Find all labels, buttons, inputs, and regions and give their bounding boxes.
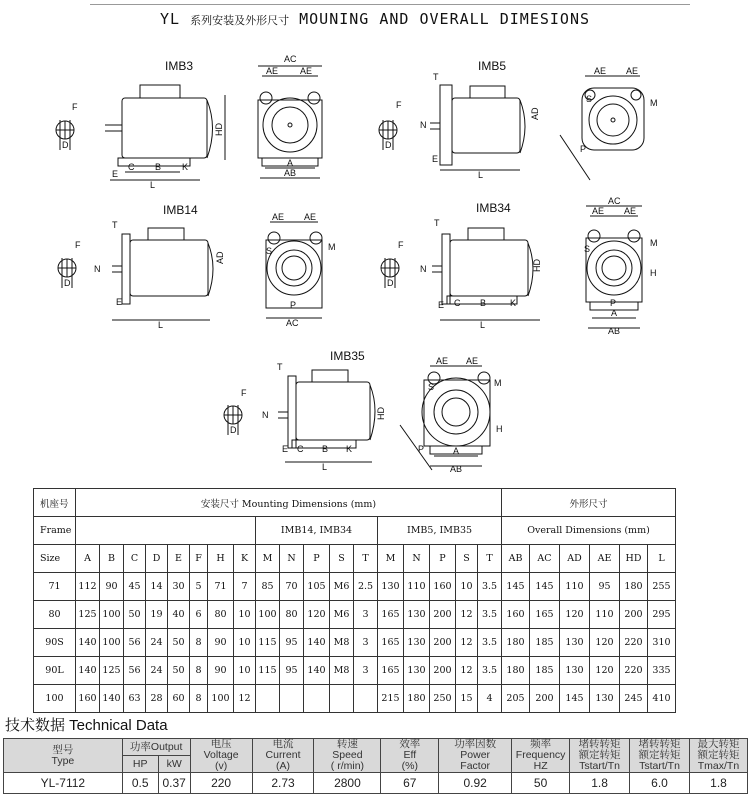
dim-cell: 130 <box>560 657 590 685</box>
dim-header-row-3 <box>34 545 676 573</box>
tech-head-eff: 效率 Eff (%) <box>381 739 439 773</box>
dim-head-mounting: 安装尺寸 Mounting Dimensions (mm) <box>76 489 502 517</box>
imb14-L: L <box>158 320 164 330</box>
dim-cell: 200 <box>530 685 560 713</box>
dim-col-head: P <box>304 545 330 573</box>
dim-cell: 30 <box>168 573 190 601</box>
imb14-view <box>58 203 336 330</box>
dim-cell: M8 <box>330 629 354 657</box>
dim-col-head: AD <box>560 545 590 573</box>
title-prefix: YL <box>159 10 181 28</box>
imb35-AB: AB <box>450 464 463 474</box>
dim-col-head: HD <box>620 545 648 573</box>
dim-col-head: E <box>168 545 190 573</box>
dim-cell: 200 <box>430 629 456 657</box>
dim-cell: 50 <box>168 629 190 657</box>
imb35-F: F <box>241 388 247 398</box>
dim-cell: 10 <box>234 629 256 657</box>
dim-cell <box>280 685 304 713</box>
imb14-AE2: AE <box>304 212 317 222</box>
dim-cell: 180 <box>404 685 430 713</box>
dim-col-head: S <box>330 545 354 573</box>
imb34-P: P <box>610 298 617 308</box>
dim-cell: 80 <box>280 601 304 629</box>
dim-cell: 3 <box>354 629 378 657</box>
dim-col-head: M <box>378 545 404 573</box>
mounting-drawings <box>0 40 750 485</box>
dim-cell: 145 <box>502 573 530 601</box>
technical-data-heading: 技术数据 Technical Data <box>5 717 168 734</box>
tech-cell: 2.73 <box>252 773 314 794</box>
dim-body <box>34 573 676 713</box>
dim-cell: 185 <box>530 657 560 685</box>
title-cn: 系列安装及外形尺寸 <box>190 14 290 27</box>
dim-cell: 180 <box>502 629 530 657</box>
dim-col-head: M <box>256 545 280 573</box>
tech-head-output: 功率Output <box>122 739 190 756</box>
dim-cell: 95 <box>280 657 304 685</box>
dim-cell: 3.5 <box>478 601 502 629</box>
dim-cell: 80 <box>208 601 234 629</box>
dim-cell: 145 <box>560 685 590 713</box>
dim-cell: 100 <box>208 685 234 713</box>
dim-cell: 220 <box>620 629 648 657</box>
imb34-N: N <box>420 264 427 274</box>
imb34-AB: AB <box>608 326 621 336</box>
dim-col-head: AB <box>502 545 530 573</box>
dim-col-head: B <box>100 545 124 573</box>
dim-cell: 112 <box>76 573 100 601</box>
imb5-L: L <box>478 170 484 180</box>
dim-col-head: F <box>190 545 208 573</box>
dim-cell: 100 <box>34 685 76 713</box>
imb35-K: K <box>346 444 353 454</box>
dim-cell: 100 <box>100 629 124 657</box>
dim-cell: 70 <box>280 573 304 601</box>
dim-cell: 100 <box>256 601 280 629</box>
dim-col-head: H <box>208 545 234 573</box>
dim-cell: 24 <box>146 629 168 657</box>
imb34-K: K <box>510 298 517 308</box>
dim-cell: 220 <box>620 657 648 685</box>
dim-head-imb14: IMB14, IMB34 <box>256 517 378 545</box>
dim-cell: 245 <box>620 685 648 713</box>
dim-cell: 250 <box>430 685 456 713</box>
dim-cell: 15 <box>456 685 478 713</box>
imb3-AC: AC <box>284 54 297 64</box>
imb14-T: T <box>112 220 118 230</box>
imb5-M: M <box>650 98 658 108</box>
tech-head-hp: HP <box>122 756 158 773</box>
dim-row <box>34 657 676 685</box>
dim-col-head: S <box>456 545 478 573</box>
dim-cell: 3 <box>354 601 378 629</box>
imb34-H: H <box>650 268 657 278</box>
tech-head-tstart2: 堵转转矩 额定转矩 Tstart/Tn <box>630 739 690 773</box>
dim-head-overall-cn: 外形尺寸 <box>502 489 676 517</box>
tech-head-kw: kW <box>158 756 190 773</box>
tech-cell: 1.8 <box>689 773 747 794</box>
dim-cell: 130 <box>404 601 430 629</box>
imb3-C: C <box>128 162 135 172</box>
imb14-F: F <box>75 240 81 250</box>
dim-cell: 3.5 <box>478 573 502 601</box>
dim-cell: 24 <box>146 657 168 685</box>
dim-cell: 160 <box>502 601 530 629</box>
imb5-AE1: AE <box>594 66 607 76</box>
tech-head-type: 型号 Type <box>4 739 123 773</box>
imb35-label: IMB35 <box>330 349 365 363</box>
imb34-HD: HD <box>532 259 542 272</box>
dim-cell: M8 <box>330 657 354 685</box>
dim-cell: 110 <box>404 573 430 601</box>
tech-cell: 0.92 <box>439 773 512 794</box>
imb14-P: P <box>290 300 297 310</box>
dim-cell: 8 <box>190 657 208 685</box>
dim-cell: 71 <box>34 573 76 601</box>
dim-cell: 140 <box>304 657 330 685</box>
dim-cell: 160 <box>76 685 100 713</box>
imb3-view <box>56 54 322 190</box>
imb14-D: D <box>64 278 71 288</box>
imb3-F: F <box>72 102 78 112</box>
imb35-P: P <box>418 444 425 454</box>
dim-head-overall-en: Overall Dimensions (mm) <box>502 517 676 545</box>
dim-cell: 140 <box>100 685 124 713</box>
imb5-E: E <box>432 154 439 164</box>
dim-cell: 120 <box>560 601 590 629</box>
dim-cell: 3 <box>354 657 378 685</box>
dim-cell: 12 <box>456 629 478 657</box>
tech-head-freq: 频率 Frequency HZ <box>512 739 570 773</box>
mounting-dimensions-table <box>33 488 676 713</box>
dim-col-head: D <box>146 545 168 573</box>
dim-cell: 140 <box>304 629 330 657</box>
imb35-D: D <box>230 425 237 435</box>
dim-head-blank <box>76 517 256 545</box>
dim-cell: 90L <box>34 657 76 685</box>
dim-cell: 56 <box>124 657 146 685</box>
dim-cell: 90S <box>34 629 76 657</box>
imb35-M: M <box>494 378 502 388</box>
dim-cell: 185 <box>530 629 560 657</box>
imb3-label: IMB3 <box>165 59 194 73</box>
dim-cell: 8 <box>190 629 208 657</box>
tech-head-pf: 功率因数 Power Factor <box>439 739 512 773</box>
dim-cell: 165 <box>378 657 404 685</box>
dim-cell: 95 <box>590 573 620 601</box>
imb14-M: M <box>328 242 336 252</box>
imb35-S: S <box>428 382 435 392</box>
dim-cell: 165 <box>378 601 404 629</box>
imb34-M: M <box>650 238 658 248</box>
dim-cell: 50 <box>168 657 190 685</box>
dim-cell: 125 <box>76 601 100 629</box>
dim-cell: 165 <box>378 629 404 657</box>
imb14-S: S <box>266 246 273 256</box>
imb35-A: A <box>453 446 460 456</box>
dim-col-head: T <box>478 545 502 573</box>
imb5-AD: AD <box>530 107 540 120</box>
imb35-T: T <box>277 362 283 372</box>
dim-head-frame-cn: 机座号 <box>34 489 76 517</box>
dim-cell: 125 <box>100 657 124 685</box>
tech-head-tstart1: 堵转转矩 额定转矩 Tstart/Tn <box>570 739 630 773</box>
dim-cell: 130 <box>404 629 430 657</box>
dim-col-head: A <box>76 545 100 573</box>
imb35-HD: HD <box>376 407 386 420</box>
tech-cell: 1.8 <box>570 773 630 794</box>
dim-cell: 3.5 <box>478 629 502 657</box>
imb14-AD: AD <box>215 251 225 264</box>
imb5-D: D <box>385 140 392 150</box>
dim-col-head: N <box>404 545 430 573</box>
dim-cell: 90 <box>208 629 234 657</box>
dim-cell: 180 <box>502 657 530 685</box>
imb3-A: A <box>287 158 294 168</box>
dim-cell: 145 <box>530 573 560 601</box>
dim-cell: 90 <box>100 573 124 601</box>
imb5-F: F <box>396 100 402 110</box>
dim-cell: 410 <box>648 685 676 713</box>
dim-cell: 12 <box>234 685 256 713</box>
imb34-view <box>381 196 658 336</box>
dim-cell: 71 <box>208 573 234 601</box>
imb3-L: L <box>150 180 156 190</box>
imb5-AE2: AE <box>626 66 639 76</box>
imb34-label: IMB34 <box>476 201 511 215</box>
imb35-N: N <box>262 410 269 420</box>
imb5-S: S <box>586 94 593 104</box>
dim-cell: 5 <box>190 573 208 601</box>
dim-row <box>34 629 676 657</box>
dim-cell: 56 <box>124 629 146 657</box>
imb35-view <box>224 349 503 474</box>
imb35-AE1: AE <box>436 356 449 366</box>
imb3-AE2: AE <box>300 66 313 76</box>
dim-col-head: Size <box>34 545 76 573</box>
dim-cell: 120 <box>590 629 620 657</box>
imb3-D: D <box>62 140 69 150</box>
dim-cell: 105 <box>304 573 330 601</box>
imb3-shaft-end <box>56 102 78 150</box>
imb3-E: E <box>112 169 119 179</box>
dim-cell: 85 <box>256 573 280 601</box>
dim-cell <box>304 685 330 713</box>
tech-cell: 220 <box>190 773 252 794</box>
dim-cell: 100 <box>100 601 124 629</box>
dim-cell: 140 <box>76 657 100 685</box>
tech-header-row-1 <box>4 739 748 756</box>
dim-cell: 4 <box>478 685 502 713</box>
imb3-AE1: AE <box>266 66 279 76</box>
dim-cell: 140 <box>76 629 100 657</box>
imb34-C: C <box>454 298 461 308</box>
imb3-B: B <box>155 162 162 172</box>
imb34-A: A <box>611 308 618 318</box>
dim-cell: 115 <box>256 657 280 685</box>
imb14-N: N <box>94 264 101 274</box>
dim-row <box>34 601 676 629</box>
title-en: MOUNING AND OVERALL DIMESIONS <box>299 10 591 28</box>
dim-col-head: AE <box>590 545 620 573</box>
dim-col-head: L <box>648 545 676 573</box>
dim-cell: 335 <box>648 657 676 685</box>
dim-cell: 40 <box>168 601 190 629</box>
imb5-N: N <box>420 120 427 130</box>
imb14-E: E <box>116 297 123 307</box>
tech-cell: 2800 <box>314 773 381 794</box>
dim-cell: M6 <box>330 601 354 629</box>
dim-cell: 200 <box>430 601 456 629</box>
dim-header-row-1 <box>34 489 676 517</box>
dim-cell: 7 <box>234 573 256 601</box>
tech-cell: 0.5 <box>122 773 158 794</box>
dim-cell: 110 <box>560 573 590 601</box>
dim-cell: 110 <box>590 601 620 629</box>
dim-cell: 120 <box>590 657 620 685</box>
dim-cell: 10 <box>456 573 478 601</box>
top-rule <box>90 4 690 5</box>
dim-cell: 8 <box>190 685 208 713</box>
dim-cell: 12 <box>456 601 478 629</box>
imb5-view <box>379 59 658 180</box>
imb35-C: C <box>297 444 304 454</box>
imb14-AE1: AE <box>272 212 285 222</box>
imb34-T: T <box>434 218 440 228</box>
dim-row <box>34 573 676 601</box>
dim-col-head: AC <box>530 545 560 573</box>
dim-cell: 160 <box>430 573 456 601</box>
imb34-L: L <box>480 320 486 330</box>
dim-cell: 90 <box>208 657 234 685</box>
imb34-E: E <box>438 300 445 310</box>
dim-cell: 63 <box>124 685 146 713</box>
imb5-T: T <box>433 72 439 82</box>
dim-cell: 180 <box>620 573 648 601</box>
tech-head-current: 电流 Current (A) <box>252 739 314 773</box>
imb34-B: B <box>480 298 487 308</box>
technical-data-table <box>3 738 748 794</box>
dim-cell: 10 <box>234 601 256 629</box>
imb3-K: K <box>182 162 189 172</box>
dim-cell: 130 <box>560 629 590 657</box>
imb34-AC: AC <box>608 196 621 206</box>
imb3-HD: HD <box>214 123 224 136</box>
dim-cell: 165 <box>530 601 560 629</box>
imb35-B: B <box>322 444 329 454</box>
dim-cell: 255 <box>648 573 676 601</box>
tech-cell: 0.37 <box>158 773 190 794</box>
imb35-L: L <box>322 462 328 472</box>
dim-cell: 28 <box>146 685 168 713</box>
dim-cell: 60 <box>168 685 190 713</box>
imb35-H: H <box>496 424 503 434</box>
dim-head-frame-en: Frame <box>34 517 76 545</box>
imb5-label: IMB5 <box>478 59 507 73</box>
dim-col-head: P <box>430 545 456 573</box>
imb34-S: S <box>584 244 591 254</box>
imb35-AE2: AE <box>466 356 479 366</box>
dim-cell: 295 <box>648 601 676 629</box>
page-title <box>0 10 750 28</box>
dim-cell: 6 <box>190 601 208 629</box>
dim-cell: 10 <box>234 657 256 685</box>
dim-cell: 205 <box>502 685 530 713</box>
tech-head-tmax: 最大转矩 额定转矩 Tmax/Tn <box>689 739 747 773</box>
dim-cell <box>330 685 354 713</box>
imb34-AE1: AE <box>592 206 605 216</box>
dim-col-head: T <box>354 545 378 573</box>
imb14-AC: AC <box>286 318 299 328</box>
imb34-D: D <box>387 278 394 288</box>
dim-cell: M6 <box>330 573 354 601</box>
imb5-P: P <box>580 144 587 154</box>
dim-cell: 12 <box>456 657 478 685</box>
dim-cell: 50 <box>124 601 146 629</box>
dim-header-row-2 <box>34 517 676 545</box>
dim-cell <box>354 685 378 713</box>
dim-cell: 2.5 <box>354 573 378 601</box>
dim-cell: 215 <box>378 685 404 713</box>
dim-col-head: K <box>234 545 256 573</box>
dim-cell: 120 <box>304 601 330 629</box>
dim-cell: 14 <box>146 573 168 601</box>
dim-cell: 45 <box>124 573 146 601</box>
tech-head-voltage: 电压 Voltage (v) <box>190 739 252 773</box>
dim-cell: 130 <box>404 657 430 685</box>
dim-cell: 130 <box>590 685 620 713</box>
dim-cell <box>256 685 280 713</box>
tech-data-row <box>4 773 748 794</box>
dim-row <box>34 685 676 713</box>
imb35-E: E <box>282 444 289 454</box>
dim-cell: 200 <box>430 657 456 685</box>
dim-cell: 95 <box>280 629 304 657</box>
dim-cell: 80 <box>34 601 76 629</box>
imb14-label: IMB14 <box>163 203 198 217</box>
dim-head-imb5: IMB5, IMB35 <box>378 517 502 545</box>
tech-cell: 6.0 <box>630 773 690 794</box>
dim-cell: 130 <box>378 573 404 601</box>
imb34-AE2: AE <box>624 206 637 216</box>
imb34-F: F <box>398 240 404 250</box>
dim-cell: 19 <box>146 601 168 629</box>
tech-cell: 67 <box>381 773 439 794</box>
dim-col-head: C <box>124 545 146 573</box>
imb3-AB: AB <box>284 168 297 178</box>
dim-cell: 310 <box>648 629 676 657</box>
dim-cell: 200 <box>620 601 648 629</box>
dim-col-head: N <box>280 545 304 573</box>
dim-cell: 115 <box>256 629 280 657</box>
tech-cell: 50 <box>512 773 570 794</box>
tech-cell: YL-7112 <box>4 773 123 794</box>
dim-cell: 3.5 <box>478 657 502 685</box>
tech-head-speed: 转速 Speed ( r/min) <box>314 739 381 773</box>
